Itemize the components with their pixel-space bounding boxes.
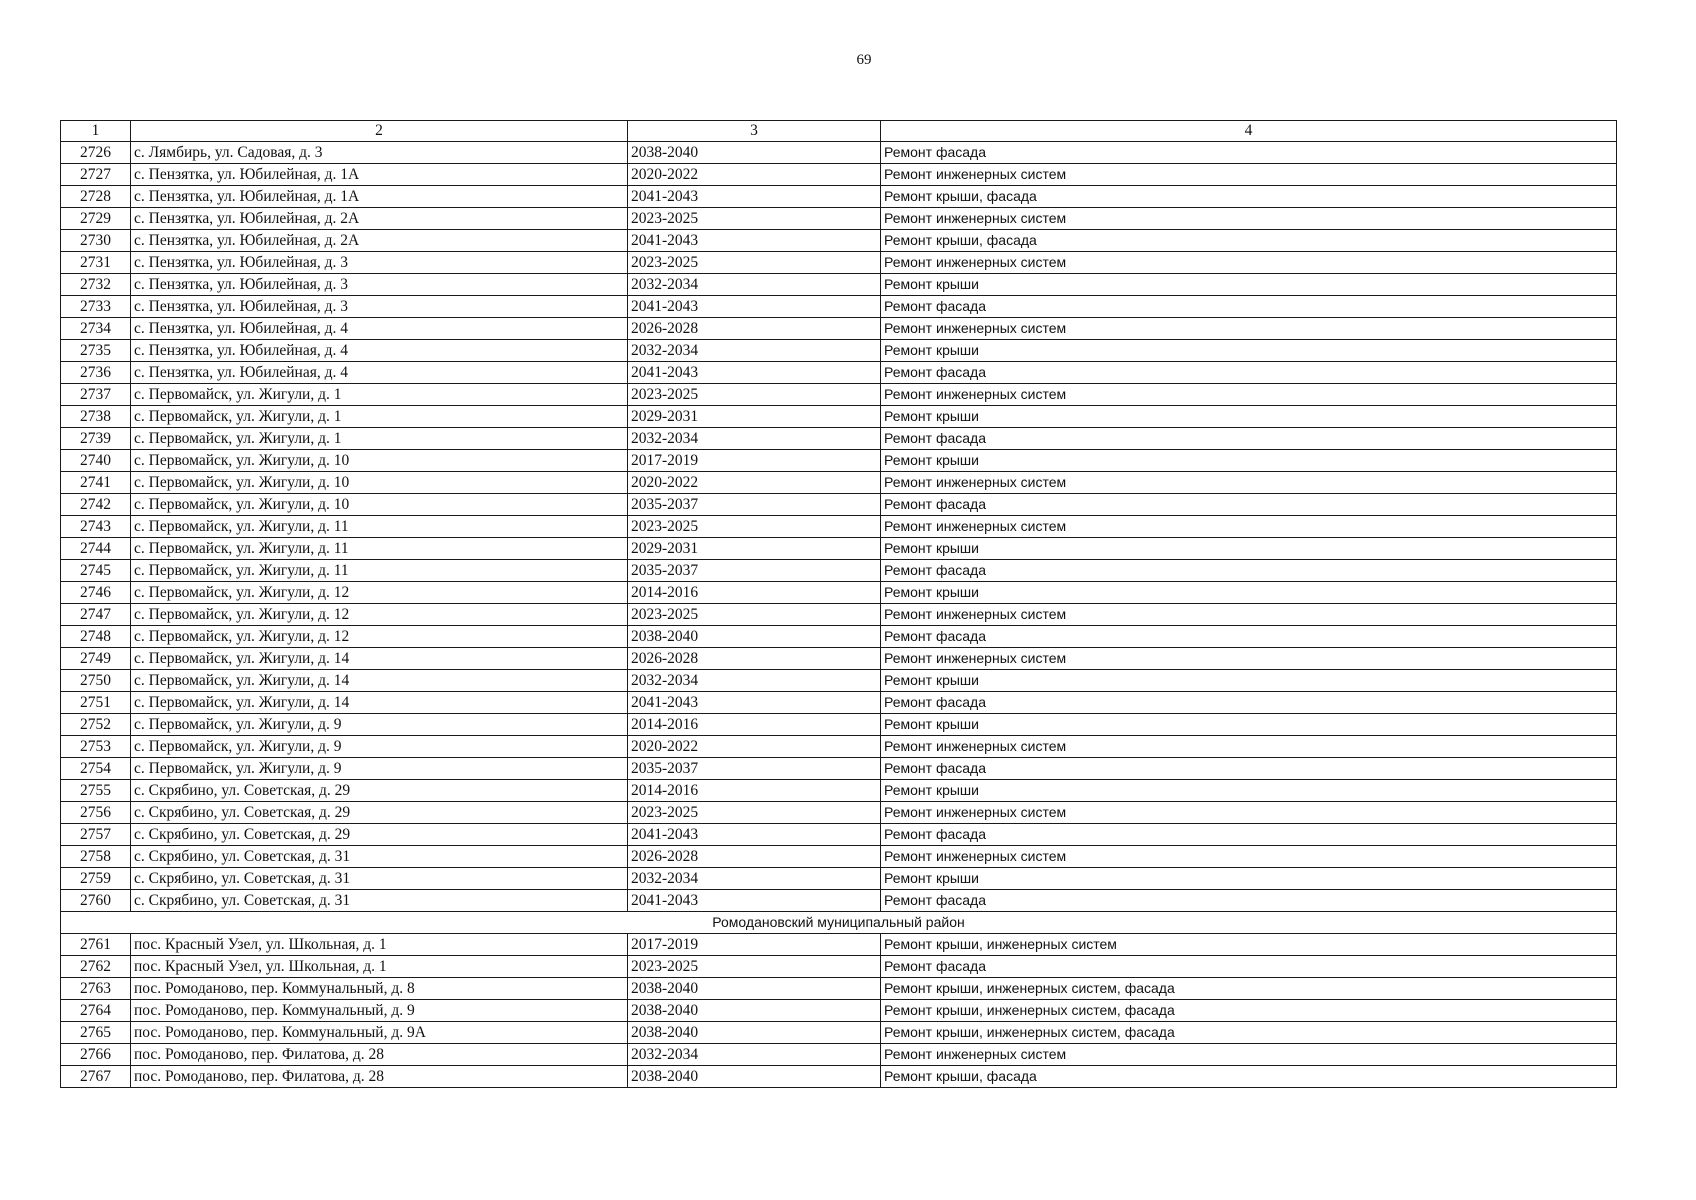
table-row (61, 494, 1617, 516)
work-type-cell: Ремонт инженерных систем (881, 164, 1617, 186)
table-row (61, 516, 1617, 538)
period-cell: 2041-2043 (628, 230, 881, 252)
work-type-cell: Ремонт фасада (881, 142, 1617, 164)
work-type-cell: Ремонт фасада (881, 956, 1617, 978)
period-cell: 2038-2040 (628, 142, 881, 164)
period-cell: 2023-2025 (628, 384, 881, 406)
row-number-cell: 2746 (61, 582, 131, 604)
work-type-cell: Ремонт фасада (881, 692, 1617, 714)
table-row (61, 1066, 1617, 1088)
period-cell: 2023-2025 (628, 516, 881, 538)
address-cell: с. Первомайск, ул. Жигули, д. 12 (131, 582, 628, 604)
period-cell: 2038-2040 (628, 1000, 881, 1022)
period-cell: 2038-2040 (628, 978, 881, 1000)
address-cell: с. Пензятка, ул. Юбилейная, д. 3 (131, 252, 628, 274)
section-row (61, 912, 1617, 934)
address-cell: с. Пензятка, ул. Юбилейная, д. 1А (131, 164, 628, 186)
work-type-cell: Ремонт инженерных систем (881, 318, 1617, 340)
work-type-cell: Ремонт крыши (881, 340, 1617, 362)
row-number-cell: 2748 (61, 626, 131, 648)
period-cell: 2014-2016 (628, 582, 881, 604)
period-cell: 2032-2034 (628, 1044, 881, 1066)
table-row (61, 384, 1617, 406)
address-cell: с. Пензятка, ул. Юбилейная, д. 1А (131, 186, 628, 208)
address-cell: с. Первомайск, ул. Жигули, д. 11 (131, 560, 628, 582)
address-cell: пос. Ромоданово, пер. Филатова, д. 28 (131, 1044, 628, 1066)
period-cell: 2041-2043 (628, 824, 881, 846)
work-type-cell: Ремонт крыши, инженерных систем (881, 934, 1617, 956)
address-cell: с. Первомайск, ул. Жигули, д. 11 (131, 516, 628, 538)
work-type-cell: Ремонт фасада (881, 626, 1617, 648)
table-row (61, 318, 1617, 340)
row-number-cell: 2756 (61, 802, 131, 824)
row-number-cell: 2760 (61, 890, 131, 912)
period-cell: 2041-2043 (628, 692, 881, 714)
address-cell: с. Первомайск, ул. Жигули, д. 10 (131, 494, 628, 516)
table-row (61, 406, 1617, 428)
work-type-cell: Ремонт крыши, инженерных систем, фасада (881, 1000, 1617, 1022)
column-header-3: 3 (628, 121, 881, 142)
work-type-cell: Ремонт инженерных систем (881, 604, 1617, 626)
row-number-cell: 2729 (61, 208, 131, 230)
table-row (61, 934, 1617, 956)
row-number-cell: 2761 (61, 934, 131, 956)
address-cell: с. Пензятка, ул. Юбилейная, д. 4 (131, 340, 628, 362)
table-row (61, 604, 1617, 626)
period-cell: 2023-2025 (628, 956, 881, 978)
table-row (61, 846, 1617, 868)
period-cell: 2014-2016 (628, 780, 881, 802)
work-type-cell: Ремонт инженерных систем (881, 472, 1617, 494)
table-row (61, 208, 1617, 230)
work-type-cell: Ремонт крыши, фасада (881, 1066, 1617, 1088)
period-cell: 2014-2016 (628, 714, 881, 736)
section-row-group (61, 912, 1617, 934)
address-cell: с. Скрябино, ул. Советская, д. 29 (131, 780, 628, 802)
period-cell: 2017-2019 (628, 934, 881, 956)
period-cell: 2035-2037 (628, 758, 881, 780)
period-cell: 2035-2037 (628, 494, 881, 516)
work-type-cell: Ремонт инженерных систем (881, 384, 1617, 406)
table-row (61, 142, 1617, 164)
address-cell: с. Лямбирь, ул. Садовая, д. 3 (131, 142, 628, 164)
row-number-cell: 2750 (61, 670, 131, 692)
period-cell: 2020-2022 (628, 164, 881, 186)
period-cell: 2023-2025 (628, 604, 881, 626)
address-cell: с. Первомайск, ул. Жигули, д. 1 (131, 428, 628, 450)
address-cell: с. Первомайск, ул. Жигули, д. 9 (131, 714, 628, 736)
row-number-cell: 2727 (61, 164, 131, 186)
address-cell: с. Первомайск, ул. Жигули, д. 10 (131, 450, 628, 472)
row-number-cell: 2738 (61, 406, 131, 428)
table-row (61, 1022, 1617, 1044)
row-number-cell: 2734 (61, 318, 131, 340)
section-title: Ромодановский муниципальный район (61, 912, 1617, 934)
address-cell: с. Пензятка, ул. Юбилейная, д. 3 (131, 296, 628, 318)
row-number-cell: 2765 (61, 1022, 131, 1044)
table-row (61, 670, 1617, 692)
period-cell: 2032-2034 (628, 428, 881, 450)
row-number-cell: 2728 (61, 186, 131, 208)
period-cell: 2041-2043 (628, 186, 881, 208)
address-cell: с. Первомайск, ул. Жигули, д. 1 (131, 384, 628, 406)
work-type-cell: Ремонт фасада (881, 362, 1617, 384)
header-row (61, 121, 1617, 142)
table-row (61, 956, 1617, 978)
row-number-cell: 2763 (61, 978, 131, 1000)
row-number-cell: 2767 (61, 1066, 131, 1088)
work-type-cell: Ремонт крыши (881, 406, 1617, 428)
work-type-cell: Ремонт инженерных систем (881, 736, 1617, 758)
table-row (61, 560, 1617, 582)
table-row (61, 890, 1617, 912)
work-type-cell: Ремонт крыши (881, 714, 1617, 736)
period-cell: 2029-2031 (628, 406, 881, 428)
address-cell: с. Пензятка, ул. Юбилейная, д. 2А (131, 208, 628, 230)
period-cell: 2023-2025 (628, 802, 881, 824)
period-cell: 2041-2043 (628, 890, 881, 912)
work-type-cell: Ремонт крыши (881, 450, 1617, 472)
row-number-cell: 2762 (61, 956, 131, 978)
work-type-cell: Ремонт крыши, фасада (881, 230, 1617, 252)
work-type-cell: Ремонт инженерных систем (881, 648, 1617, 670)
address-cell: пос. Ромоданово, пер. Коммунальный, д. 9 (131, 1000, 628, 1022)
period-cell: 2026-2028 (628, 318, 881, 340)
work-type-cell: Ремонт крыши (881, 538, 1617, 560)
table-row (61, 362, 1617, 384)
address-cell: с. Скрябино, ул. Советская, д. 31 (131, 890, 628, 912)
row-number-cell: 2733 (61, 296, 131, 318)
row-number-cell: 2754 (61, 758, 131, 780)
address-cell: с. Пензятка, ул. Юбилейная, д. 4 (131, 318, 628, 340)
address-cell: с. Пензятка, ул. Юбилейная, д. 2А (131, 230, 628, 252)
address-cell: с. Скрябино, ул. Советская, д. 31 (131, 868, 628, 890)
row-number-cell: 2759 (61, 868, 131, 890)
row-number-cell: 2741 (61, 472, 131, 494)
row-number-cell: 2736 (61, 362, 131, 384)
table-row (61, 164, 1617, 186)
table-row (61, 736, 1617, 758)
period-cell: 2032-2034 (628, 868, 881, 890)
table-row (61, 1000, 1617, 1022)
work-type-cell: Ремонт крыши, инженерных систем, фасада (881, 978, 1617, 1000)
work-type-cell: Ремонт фасада (881, 758, 1617, 780)
work-type-cell: Ремонт фасада (881, 890, 1617, 912)
address-cell: пос. Красный Узел, ул. Школьная, д. 1 (131, 934, 628, 956)
table-row (61, 230, 1617, 252)
row-number-cell: 2735 (61, 340, 131, 362)
period-cell: 2017-2019 (628, 450, 881, 472)
row-number-cell: 2743 (61, 516, 131, 538)
period-cell: 2032-2034 (628, 274, 881, 296)
period-cell: 2041-2043 (628, 296, 881, 318)
address-cell: с. Первомайск, ул. Жигули, д. 9 (131, 736, 628, 758)
row-number-cell: 2766 (61, 1044, 131, 1066)
address-cell: с. Первомайск, ул. Жигули, д. 11 (131, 538, 628, 560)
address-cell: с. Первомайск, ул. Жигули, д. 1 (131, 406, 628, 428)
table-row (61, 1044, 1617, 1066)
table-row (61, 274, 1617, 296)
row-number-cell: 2749 (61, 648, 131, 670)
table-row (61, 648, 1617, 670)
work-type-cell: Ремонт крыши (881, 780, 1617, 802)
work-type-cell: Ремонт крыши, инженерных систем, фасада (881, 1022, 1617, 1044)
table-body-part1 (61, 142, 1617, 912)
column-header-4: 4 (881, 121, 1617, 142)
row-number-cell: 2742 (61, 494, 131, 516)
table-row (61, 450, 1617, 472)
address-cell: с. Первомайск, ул. Жигули, д. 14 (131, 692, 628, 714)
column-header-1: 1 (61, 121, 131, 142)
period-cell: 2041-2043 (628, 362, 881, 384)
address-cell: с. Скрябино, ул. Советская, д. 29 (131, 824, 628, 846)
table-row (61, 538, 1617, 560)
table-row (61, 692, 1617, 714)
row-number-cell: 2747 (61, 604, 131, 626)
table-row (61, 186, 1617, 208)
work-type-cell: Ремонт инженерных систем (881, 846, 1617, 868)
row-number-cell: 2726 (61, 142, 131, 164)
address-cell: с. Первомайск, ул. Жигули, д. 10 (131, 472, 628, 494)
work-type-cell: Ремонт фасада (881, 494, 1617, 516)
address-cell: пос. Ромоданово, пер. Филатова, д. 28 (131, 1066, 628, 1088)
column-header-2: 2 (131, 121, 628, 142)
address-cell: с. Первомайск, ул. Жигули, д. 14 (131, 648, 628, 670)
table-row (61, 780, 1617, 802)
address-cell: с. Пензятка, ул. Юбилейная, д. 3 (131, 274, 628, 296)
work-type-cell: Ремонт фасада (881, 824, 1617, 846)
address-cell: с. Скрябино, ул. Советская, д. 29 (131, 802, 628, 824)
period-cell: 2038-2040 (628, 1022, 881, 1044)
work-type-cell: Ремонт инженерных систем (881, 252, 1617, 274)
row-number-cell: 2757 (61, 824, 131, 846)
address-cell: с. Первомайск, ул. Жигули, д. 9 (131, 758, 628, 780)
table-row (61, 714, 1617, 736)
work-type-cell: Ремонт фасада (881, 560, 1617, 582)
work-type-cell: Ремонт крыши (881, 670, 1617, 692)
row-number-cell: 2758 (61, 846, 131, 868)
work-type-cell: Ремонт инженерных систем (881, 208, 1617, 230)
row-number-cell: 2739 (61, 428, 131, 450)
table-body-part2 (61, 934, 1617, 1088)
table-row (61, 626, 1617, 648)
work-type-cell: Ремонт крыши (881, 274, 1617, 296)
period-cell: 2032-2034 (628, 670, 881, 692)
table-row (61, 296, 1617, 318)
page-number: 69 (856, 52, 872, 68)
row-number-cell: 2730 (61, 230, 131, 252)
row-number-cell: 2731 (61, 252, 131, 274)
table-header (61, 121, 1617, 142)
period-cell: 2038-2040 (628, 626, 881, 648)
work-type-cell: Ремонт фасада (881, 296, 1617, 318)
work-type-cell: Ремонт инженерных систем (881, 802, 1617, 824)
table-row (61, 868, 1617, 890)
table-row (61, 340, 1617, 362)
row-number-cell: 2740 (61, 450, 131, 472)
registry-table (60, 120, 1617, 1088)
address-cell: с. Первомайск, ул. Жигули, д. 14 (131, 670, 628, 692)
address-cell: пос. Ромоданово, пер. Коммунальный, д. 8 (131, 978, 628, 1000)
address-cell: с. Первомайск, ул. Жигули, д. 12 (131, 626, 628, 648)
row-number-cell: 2744 (61, 538, 131, 560)
table-row (61, 758, 1617, 780)
work-type-cell: Ремонт крыши (881, 582, 1617, 604)
period-cell: 2038-2040 (628, 1066, 881, 1088)
period-cell: 2029-2031 (628, 538, 881, 560)
period-cell: 2035-2037 (628, 560, 881, 582)
row-number-cell: 2753 (61, 736, 131, 758)
table-row (61, 582, 1617, 604)
work-type-cell: Ремонт инженерных систем (881, 1044, 1617, 1066)
period-cell: 2026-2028 (628, 846, 881, 868)
row-number-cell: 2755 (61, 780, 131, 802)
table-row (61, 472, 1617, 494)
row-number-cell: 2737 (61, 384, 131, 406)
address-cell: пос. Ромоданово, пер. Коммунальный, д. 9А (131, 1022, 628, 1044)
address-cell: пос. Красный Узел, ул. Школьная, д. 1 (131, 956, 628, 978)
work-type-cell: Ремонт фасада (881, 428, 1617, 450)
period-cell: 2023-2025 (628, 208, 881, 230)
table-row (61, 978, 1617, 1000)
period-cell: 2026-2028 (628, 648, 881, 670)
row-number-cell: 2764 (61, 1000, 131, 1022)
work-type-cell: Ремонт крыши (881, 868, 1617, 890)
table-row (61, 428, 1617, 450)
period-cell: 2020-2022 (628, 736, 881, 758)
address-cell: с. Первомайск, ул. Жигули, д. 12 (131, 604, 628, 626)
row-number-cell: 2751 (61, 692, 131, 714)
period-cell: 2032-2034 (628, 340, 881, 362)
work-type-cell: Ремонт инженерных систем (881, 516, 1617, 538)
address-cell: с. Скрябино, ул. Советская, д. 31 (131, 846, 628, 868)
row-number-cell: 2752 (61, 714, 131, 736)
period-cell: 2023-2025 (628, 252, 881, 274)
row-number-cell: 2745 (61, 560, 131, 582)
period-cell: 2020-2022 (628, 472, 881, 494)
work-type-cell: Ремонт крыши, фасада (881, 186, 1617, 208)
row-number-cell: 2732 (61, 274, 131, 296)
table-row (61, 252, 1617, 274)
table-row (61, 824, 1617, 846)
address-cell: с. Пензятка, ул. Юбилейная, д. 4 (131, 362, 628, 384)
table-row (61, 802, 1617, 824)
